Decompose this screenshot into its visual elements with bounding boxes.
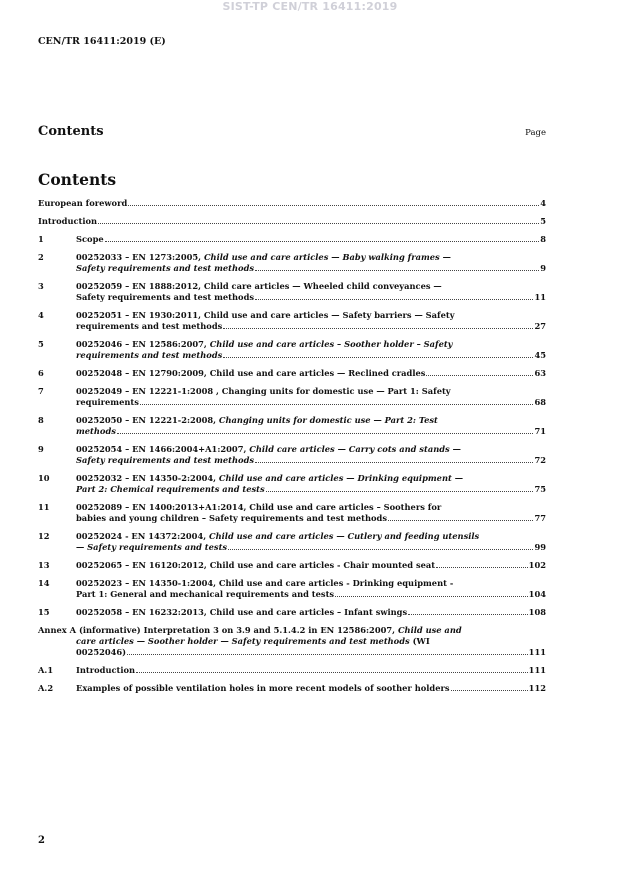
toc-page-number: 111 <box>528 647 546 657</box>
toc-entry-number: 3 <box>38 281 44 291</box>
toc-entry-number: A.2 <box>38 683 54 693</box>
toc-entry-annex-a[interactable] <box>38 625 546 658</box>
toc-entry-number: 14 <box>38 578 50 588</box>
toc-entry-7[interactable] <box>38 386 546 408</box>
toc-entry-text-cont: requirements and test methods <box>76 321 223 331</box>
dot-leader <box>255 462 533 463</box>
dot-leader <box>140 404 534 405</box>
toc-entry-2[interactable] <box>38 252 546 274</box>
toc-page-number: 99 <box>534 542 546 552</box>
toc-entry-text: 00252033 – EN 1273:2005, <box>76 252 204 262</box>
dot-leader <box>451 690 528 691</box>
toc-entry-title-cont: methods <box>76 426 116 436</box>
toc-page-number: 71 <box>534 426 546 436</box>
toc-entry-title-cont: care articles — Soother holder — Safety requirements and test methods <box>76 636 410 646</box>
toc-page-number: 102 <box>528 560 546 570</box>
toc-entry-6[interactable] <box>38 368 546 379</box>
toc-page-number: 63 <box>534 368 546 378</box>
toc-page-number: 4 <box>540 198 546 208</box>
toc-page-number: 27 <box>534 321 546 331</box>
toc-entry-title-cont: — Safety requirements and tests <box>76 542 228 552</box>
toc-entry-title-cont: requirements and test methods <box>76 350 223 360</box>
dot-leader <box>127 654 528 655</box>
dot-leader <box>117 433 534 434</box>
toc-entry-text: 00252048 – EN 12790:2009, Child use and care articles — Reclined cradles <box>76 368 426 378</box>
toc-entry-title-cont: Part 2: Chemical requirements and tests <box>76 484 265 494</box>
toc-entry-text-cont: 00252046) <box>76 647 127 657</box>
toc-entry-text: 00252032 – EN 14350-2:2004, <box>76 473 219 483</box>
dot-leader <box>255 270 539 271</box>
contents-title: Contents <box>38 170 117 189</box>
dot-leader <box>223 357 533 358</box>
dot-leader <box>408 614 528 615</box>
dot-leader <box>335 596 528 597</box>
toc-entry-text: European foreword <box>38 198 128 208</box>
toc-page-number: 75 <box>534 484 546 494</box>
contents-heading: Contents <box>38 124 104 139</box>
toc-entry-text: Annex A (informative) Interpretation 3 on 3.9 and 5.1.4.2 in EN 12586:2007, <box>38 625 398 635</box>
table-of-contents <box>38 198 546 701</box>
dot-leader <box>266 491 534 492</box>
toc-entry-8[interactable] <box>38 415 546 437</box>
toc-entry-12[interactable] <box>38 531 546 553</box>
toc-entry-number: 13 <box>38 560 50 570</box>
dot-leader <box>228 549 533 550</box>
toc-entry-text: 00252024 - EN 14372:2004, <box>76 531 209 541</box>
toc-page-number: 8 <box>540 234 546 244</box>
toc-entry-text: Introduction <box>38 216 98 226</box>
toc-entry-title-cont: Safety requirements and test methods <box>76 263 255 273</box>
toc-entry-text: Scope <box>76 234 104 244</box>
toc-entry-number: 11 <box>38 502 50 512</box>
toc-entry-title-cont: Safety requirements and test methods <box>76 455 255 465</box>
toc-entry-13[interactable] <box>38 560 546 571</box>
dot-leader <box>98 223 539 224</box>
toc-page-number: 9 <box>540 263 546 273</box>
dot-leader <box>105 241 540 242</box>
toc-entry-number: 4 <box>38 310 44 320</box>
dot-leader <box>436 567 528 568</box>
toc-entry-number: 2 <box>38 252 44 262</box>
toc-entry-title: Child care articles — Carry cots and stands — <box>249 444 461 454</box>
toc-entry-text: 00252050 – EN 12221-2:2008, <box>76 415 219 425</box>
toc-entry-text: 00252059 – EN 1888:2012, Child care articles — Wheeled child conveyances — <box>76 281 442 291</box>
toc-page-number: 111 <box>528 665 546 675</box>
toc-entry-text: 00252049 – EN 12221-1:2008 , Changing units for domestic use — Part 1: Safety <box>76 386 451 396</box>
toc-entry-text-cont: Safety requirements and test methods <box>76 292 255 302</box>
document-id: CEN/TR 16411:2019 (E) <box>38 36 166 47</box>
toc-entry-title: Changing units for domestic use — Part 2: Test <box>218 415 438 425</box>
toc-entry-text: Introduction <box>76 665 136 675</box>
dot-leader <box>223 328 533 329</box>
toc-entry-title: Child use and care articles — Cutlery and feeding utensils <box>209 531 480 541</box>
toc-entry-number: A.1 <box>38 665 54 675</box>
toc-entry-11[interactable] <box>38 502 546 524</box>
toc-entry-text: 00252046 – EN 12586:2007, <box>76 339 210 349</box>
toc-entry-title: Child use and care articles – Soother holder – Safety <box>209 339 453 349</box>
toc-entry-15[interactable] <box>38 607 546 618</box>
toc-entry-foreword[interactable] <box>38 198 546 209</box>
dot-leader <box>426 375 533 376</box>
toc-entry-number: 10 <box>38 473 50 483</box>
toc-entry-text-cont: Part 1: General and mechanical requirements and tests <box>76 589 335 599</box>
toc-entry-title: Child use and care articles — Drinking equipment — <box>218 473 463 483</box>
toc-entry-10[interactable] <box>38 473 546 495</box>
toc-entry-number: 9 <box>38 444 44 454</box>
page-column-label: Page <box>525 128 546 138</box>
toc-entry-number: 12 <box>38 531 50 541</box>
toc-entry-number: 8 <box>38 415 44 425</box>
toc-page-number: 11 <box>534 292 546 302</box>
toc-entry-text: 00252023 – EN 14350-1:2004, Child use and care articles - Drinking equipment - <box>76 578 454 588</box>
toc-page-number: 77 <box>534 513 546 523</box>
toc-entry-text: 00252054 – EN 1466:2004+A1:2007, <box>76 444 250 454</box>
toc-entry-text-cont: requirements <box>76 397 139 407</box>
dot-leader <box>136 672 528 673</box>
toc-entry-text-cont: babies and young children – Safety requirements and test methods <box>76 513 388 523</box>
toc-entry-text: 00252089 – EN 1400:2013+A1:2014, Child use and care articles – Soothers for <box>76 502 442 512</box>
toc-entry-title: Child use and <box>397 625 462 635</box>
toc-entry-14[interactable] <box>38 578 546 600</box>
toc-entry-number: 7 <box>38 386 44 396</box>
dot-leader <box>255 299 533 300</box>
toc-page-number: 45 <box>534 350 546 360</box>
toc-entry-number: 6 <box>38 368 44 378</box>
dot-leader <box>388 520 533 521</box>
toc-page-number: 72 <box>534 455 546 465</box>
toc-entry-text-cont: (WI <box>409 636 430 646</box>
toc-page-number: 104 <box>528 589 546 599</box>
toc-page-number: 108 <box>528 607 546 617</box>
toc-entry-1[interactable] <box>38 234 546 245</box>
toc-entry-title: Child use and care articles — Baby walking frames — <box>203 252 451 262</box>
toc-entry-introduction[interactable] <box>38 216 546 227</box>
toc-page-number: 5 <box>540 216 546 226</box>
toc-entry-9[interactable] <box>38 444 546 466</box>
dot-leader <box>128 205 539 206</box>
toc-entry-text: 00252058 – EN 16232:2013, Child use and care articles – Infant swings <box>76 607 408 617</box>
toc-page-number: 68 <box>534 397 546 407</box>
page-number: 2 <box>38 835 45 846</box>
toc-entry-4[interactable] <box>38 310 546 332</box>
toc-entry-number: 1 <box>38 234 44 244</box>
toc-entry-5[interactable] <box>38 339 546 361</box>
toc-entry-text: 00252051 – EN 1930:2011, Child use and care articles — Safety barriers — Safety <box>76 310 455 320</box>
toc-entry-a2[interactable] <box>38 683 546 694</box>
toc-entry-number: 15 <box>38 607 50 617</box>
toc-page-number: 112 <box>528 683 546 693</box>
watermark: SIST-TP CEN/TR 16411:2019 <box>222 0 398 13</box>
toc-entry-3[interactable] <box>38 281 546 303</box>
toc-entry-text: Examples of possible ventilation holes in more recent models of soother holders <box>76 683 450 693</box>
toc-entry-text: 00252065 – EN 16120:2012, Child use and care articles - Chair mounted seat <box>76 560 436 570</box>
toc-entry-a1[interactable] <box>38 665 546 676</box>
toc-entry-number: 5 <box>38 339 44 349</box>
